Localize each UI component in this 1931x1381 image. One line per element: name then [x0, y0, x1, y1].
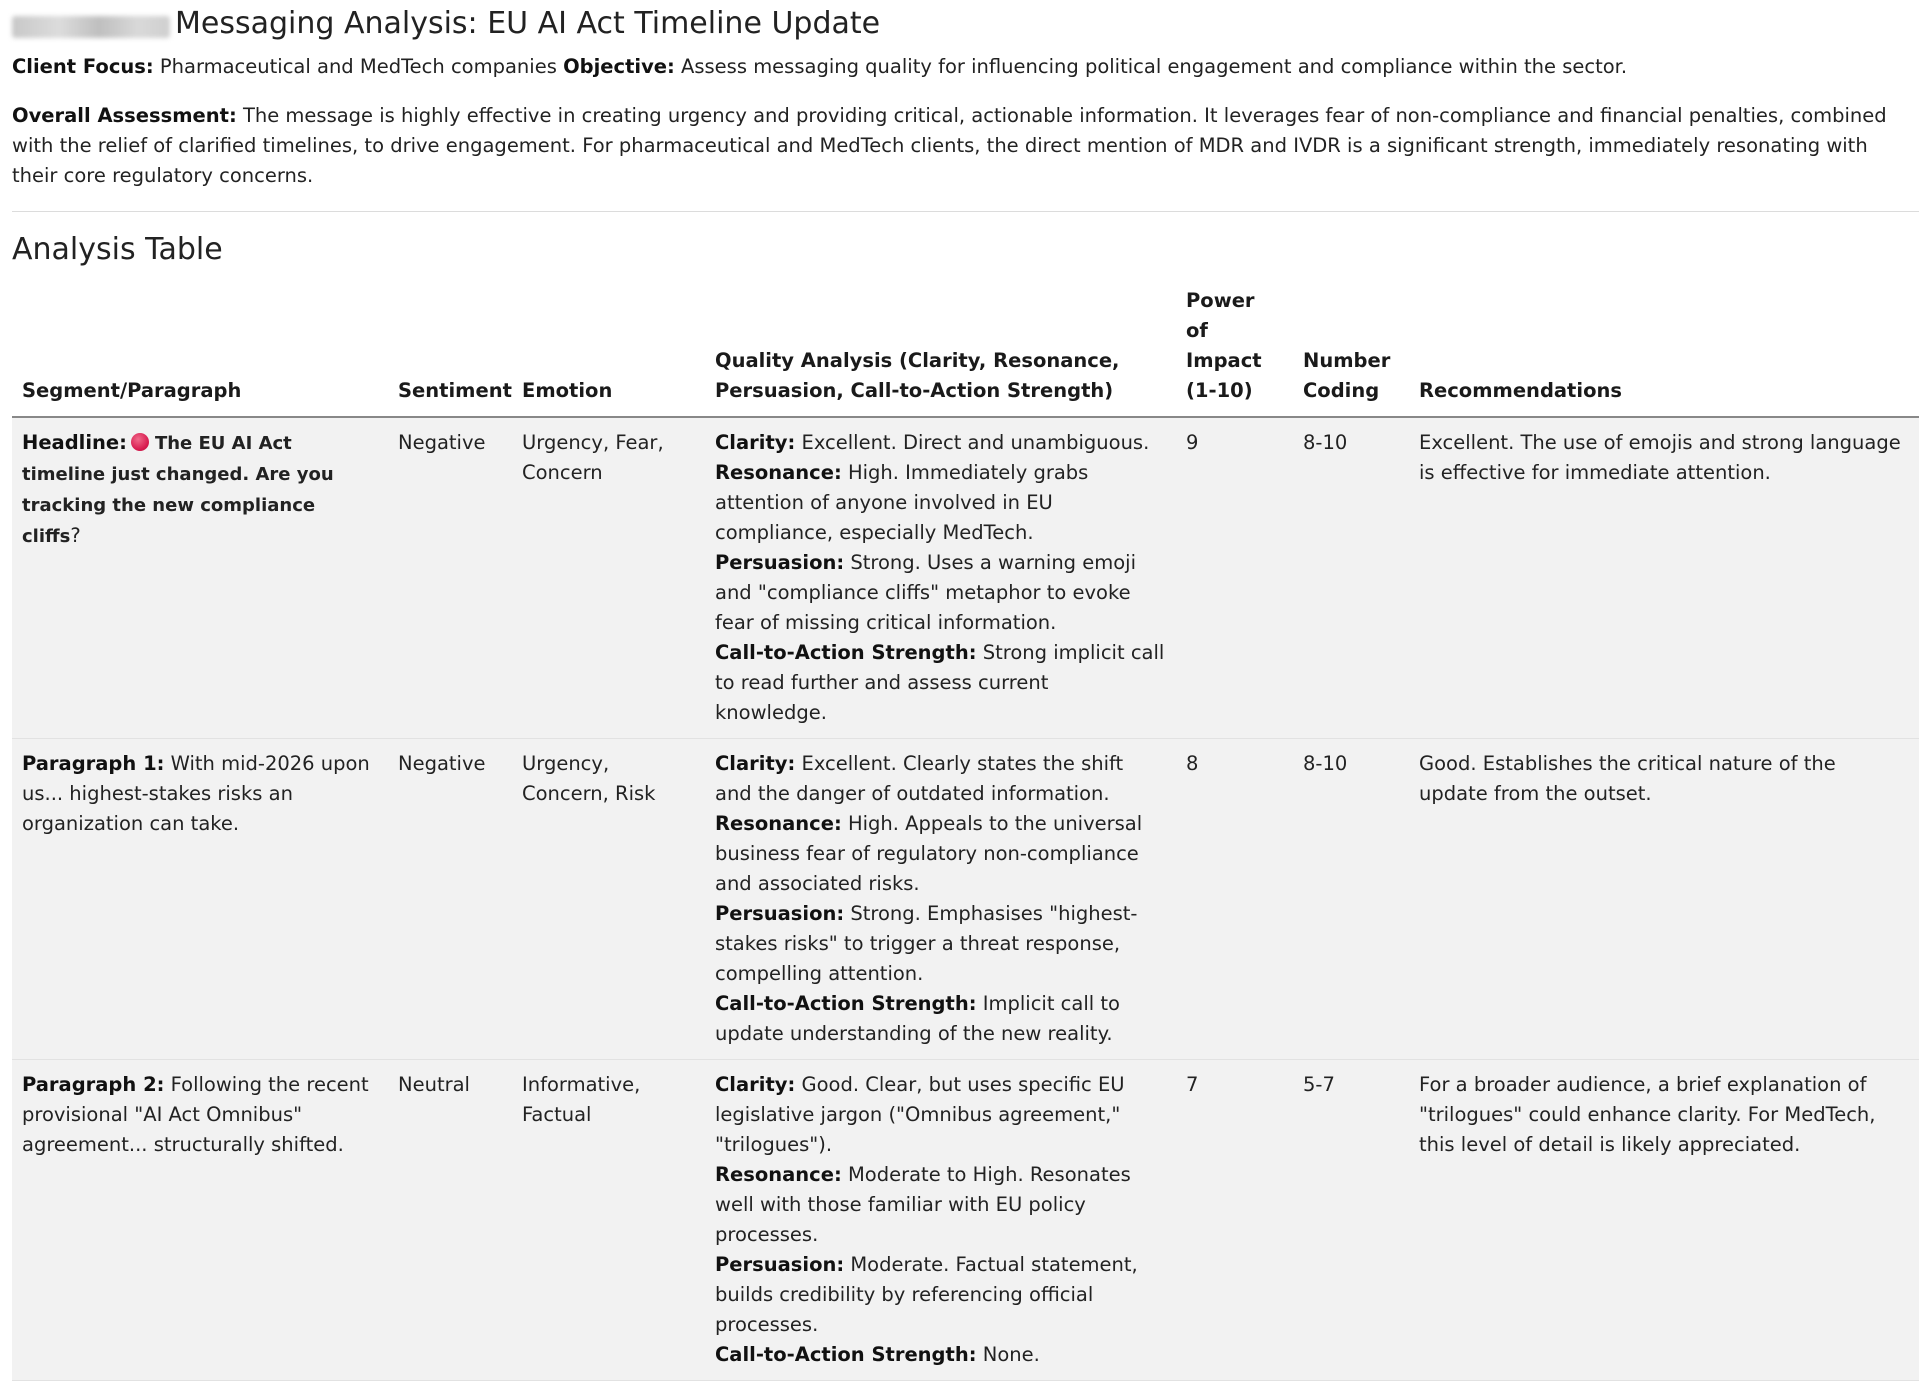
resonance-text: High. Appeals to the universal business fear of regulatory non-compliance and associated risks.	[715, 812, 1143, 895]
persuasion-label: Persuasion:	[715, 902, 845, 925]
warning-circle-icon	[131, 433, 149, 451]
impact-cell: 7	[1176, 1060, 1293, 1381]
persuasion-text: Strong. Uses a warning emoji and "compliance cliffs" metaphor to evoke fear of missing critical information.	[715, 551, 1137, 634]
clarity-label: Clarity:	[715, 431, 796, 454]
emotion-cell: Urgency, Fear, Concern	[512, 417, 705, 739]
persuasion-line	[715, 1250, 1166, 1340]
table-body	[12, 417, 1919, 1381]
client-focus-label: Client Focus:	[12, 55, 154, 78]
recommendations-cell: Good. Establishes the critical nature of the update from the outset.	[1409, 739, 1919, 1060]
segment-cell	[12, 1060, 388, 1381]
segment-cell	[12, 739, 388, 1060]
recommendations-cell: Excellent. The use of emojis and strong language is effective for immediate attention.	[1409, 417, 1919, 739]
emotion-cell: Informative, Factual	[512, 1060, 705, 1381]
cta-label: Call-to-Action Strength:	[715, 641, 977, 664]
table-header	[12, 286, 1919, 417]
redacted-company-logo	[12, 16, 170, 38]
persuasion-label: Persuasion:	[715, 551, 845, 574]
overall-assessment-label: Overall Assessment:	[12, 104, 237, 127]
segment-text: Following the recent provisional "AI Act Omnibus" agreement... structurally shifted.	[22, 1073, 369, 1156]
cta-text: Implicit call to update understanding of the new reality.	[715, 992, 1120, 1045]
header-recommendations: Recommendations	[1409, 286, 1919, 417]
segment-label: Headline:	[22, 431, 127, 454]
resonance-label: Resonance:	[715, 461, 842, 484]
quality-cell	[705, 1060, 1176, 1381]
overall-assessment	[12, 101, 1917, 191]
objective-label: Objective:	[563, 55, 675, 78]
persuasion-line	[715, 548, 1166, 638]
sentiment-cell: Negative	[388, 739, 512, 1060]
persuasion-line	[715, 899, 1166, 989]
resonance-text: Moderate to High. Resonates well with those familiar with EU policy processes.	[715, 1163, 1131, 1246]
impact-cell: 9	[1176, 417, 1293, 739]
emotion-cell: Urgency, Concern, Risk	[512, 739, 705, 1060]
resonance-text: High. Immediately grabs attention of anyone involved in EU compliance, especially MedTech.	[715, 461, 1089, 544]
sentiment-cell: Negative	[388, 417, 512, 739]
persuasion-label: Persuasion:	[715, 1253, 845, 1276]
clarity-line	[715, 749, 1166, 809]
header-impact: Power of Impact (1-10)	[1176, 286, 1293, 417]
resonance-line	[715, 809, 1166, 899]
clarity-label: Clarity:	[715, 752, 796, 775]
quality-cell	[705, 417, 1176, 739]
header-sentiment: Sentiment	[388, 286, 512, 417]
segment-cell	[12, 417, 388, 739]
cta-label: Call-to-Action Strength:	[715, 1343, 977, 1366]
cta-line	[715, 638, 1166, 728]
coding-cell: 8-10	[1293, 739, 1409, 1060]
impact-cell: 8	[1176, 739, 1293, 1060]
segment-label: Paragraph 2:	[22, 1073, 165, 1096]
client-objective-line	[12, 52, 1912, 82]
overall-assessment-text: The message is highly effective in creating urgency and providing critical, actionable information. It leverages fear of non-compliance and financial penalties, combined with the relief of clarified timelines, to drive engagement. For pharmaceutical and MedTech clients, the direct mention of MDR and IVDR is a significant strength, immediately resonating with their core regulatory concerns.	[12, 104, 1887, 187]
segment-text: With mid-2026 upon us... highest-stakes risks an organization can take.	[22, 752, 370, 835]
section-divider	[12, 211, 1919, 212]
table-row	[12, 739, 1919, 1060]
headline-tail: ?	[70, 524, 81, 547]
coding-cell: 8-10	[1293, 417, 1409, 739]
quality-cell	[705, 739, 1176, 1060]
coding-cell: 5-7	[1293, 1060, 1409, 1381]
clarity-text: Excellent. Direct and unambiguous.	[801, 431, 1150, 454]
resonance-line	[715, 458, 1166, 548]
headline-text: The EU AI Act timeline just changed. Are you tracking the new compliance cliffs	[22, 433, 334, 547]
client-focus-value: Pharmaceutical and MedTech companies	[159, 55, 557, 78]
table-header-row	[12, 286, 1919, 417]
header-segment: Segment/Paragraph	[12, 286, 388, 417]
title-row	[12, 2, 880, 46]
page-title: Messaging Analysis: EU AI Act Timeline Update	[175, 6, 881, 41]
header-quality: Quality Analysis (Clarity, Resonance, Persuasion, Call-to-Action Strength)	[705, 286, 1176, 417]
table-row	[12, 417, 1919, 739]
clarity-text: Good. Clear, but uses specific EU legislative jargon ("Omnibus agreement," "trilogues").	[715, 1073, 1125, 1156]
cta-text: Strong implicit call to read further and assess current knowledge.	[715, 641, 1165, 724]
persuasion-text: Strong. Emphasises "highest-stakes risks" to trigger a threat response, compelling attention.	[715, 902, 1138, 985]
cta-line	[715, 1340, 1166, 1370]
resonance-line	[715, 1160, 1166, 1250]
analysis-table-container	[12, 286, 1919, 1381]
resonance-label: Resonance:	[715, 1163, 842, 1186]
analysis-table	[12, 286, 1919, 1381]
resonance-label: Resonance:	[715, 812, 842, 835]
clarity-line	[715, 428, 1166, 458]
cta-label: Call-to-Action Strength:	[715, 992, 977, 1015]
clarity-text: Excellent. Clearly states the shift and the danger of outdated information.	[715, 752, 1124, 805]
segment-label: Paragraph 1:	[22, 752, 165, 775]
cta-text: None.	[982, 1343, 1040, 1366]
header-emotion: Emotion	[512, 286, 705, 417]
clarity-label: Clarity:	[715, 1073, 796, 1096]
cta-line	[715, 989, 1166, 1049]
sentiment-cell: Neutral	[388, 1060, 512, 1381]
header-coding: Number Coding	[1293, 286, 1409, 417]
table-row	[12, 1060, 1919, 1381]
clarity-line	[715, 1070, 1166, 1160]
persuasion-text: Moderate. Factual statement, builds credibility by referencing official processes.	[715, 1253, 1138, 1336]
recommendations-cell: For a broader audience, a brief explanation of "trilogues" could enhance clarity. For MedTech, this level of detail is likely appreciated.	[1409, 1060, 1919, 1381]
section-heading: Analysis Table	[12, 232, 223, 267]
objective-value: Assess messaging quality for influencing political engagement and compliance within the sector.	[681, 55, 1628, 78]
